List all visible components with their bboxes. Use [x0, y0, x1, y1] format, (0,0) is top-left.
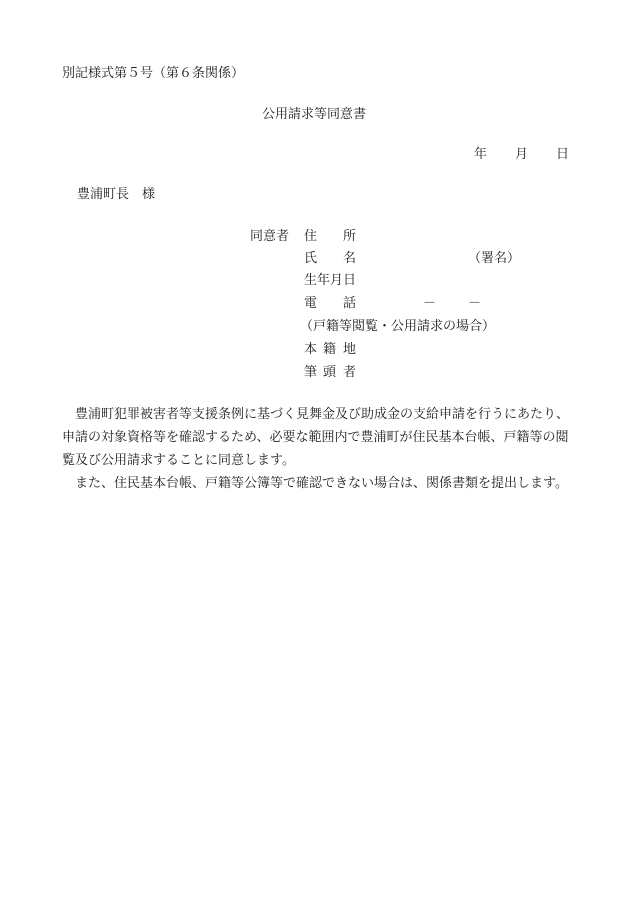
- honseki-label-char3: 地: [343, 342, 357, 357]
- hittousha-label-char1: 筆: [304, 365, 318, 380]
- birthdate-label: 生年月日: [304, 273, 357, 288]
- hittousha-label-char2: 頭: [323, 365, 337, 380]
- form-number: 別記様式第５号（第６条関係）: [62, 66, 245, 81]
- date-month-label: 月: [515, 147, 529, 162]
- addressee-name: 豊浦町長: [77, 187, 130, 202]
- address-label-char2: 所: [343, 229, 357, 244]
- document-title: 公用請求等同意書: [262, 107, 367, 122]
- consent-statement: [62, 403, 572, 495]
- name-label-char2: 名: [343, 251, 357, 266]
- phone-label-char2: 話: [343, 296, 357, 311]
- name-label-char1: 氏: [304, 251, 318, 266]
- date-year-label: 年: [474, 147, 488, 162]
- consenter-label: 同意者: [250, 229, 290, 244]
- phone-dash-2: －: [468, 296, 482, 311]
- fallback-paragraph: また、住民基本台帳、戸籍等公簿等で確認できない場合は、関係書類を提出します。: [75, 476, 568, 491]
- consent-paragraph: 豊浦町犯罪被害者等支援条例に基づく見舞金及び助成金の支給申請を行うにあたり、申請の対象資格等を確認するため、必要な範囲内で豊浦町が住民基本台帳、戸籍等の閲覧及び公用請求することに同意します。: [62, 407, 570, 468]
- address-label-char1: 住: [304, 229, 318, 244]
- honseki-label-char2: 籍: [323, 342, 337, 357]
- koseki-note: （戸籍等閲覧・公用請求の場合）: [300, 319, 496, 334]
- addressee-honorific: 様: [142, 187, 156, 202]
- date-day-label: 日: [556, 147, 570, 162]
- phone-label-char1: 電: [304, 296, 318, 311]
- hittousha-label-char3: 者: [343, 365, 357, 380]
- signature-note: （署名）: [468, 251, 521, 266]
- honseki-label-char1: 本: [304, 342, 318, 357]
- phone-dash-1: －: [423, 296, 437, 311]
